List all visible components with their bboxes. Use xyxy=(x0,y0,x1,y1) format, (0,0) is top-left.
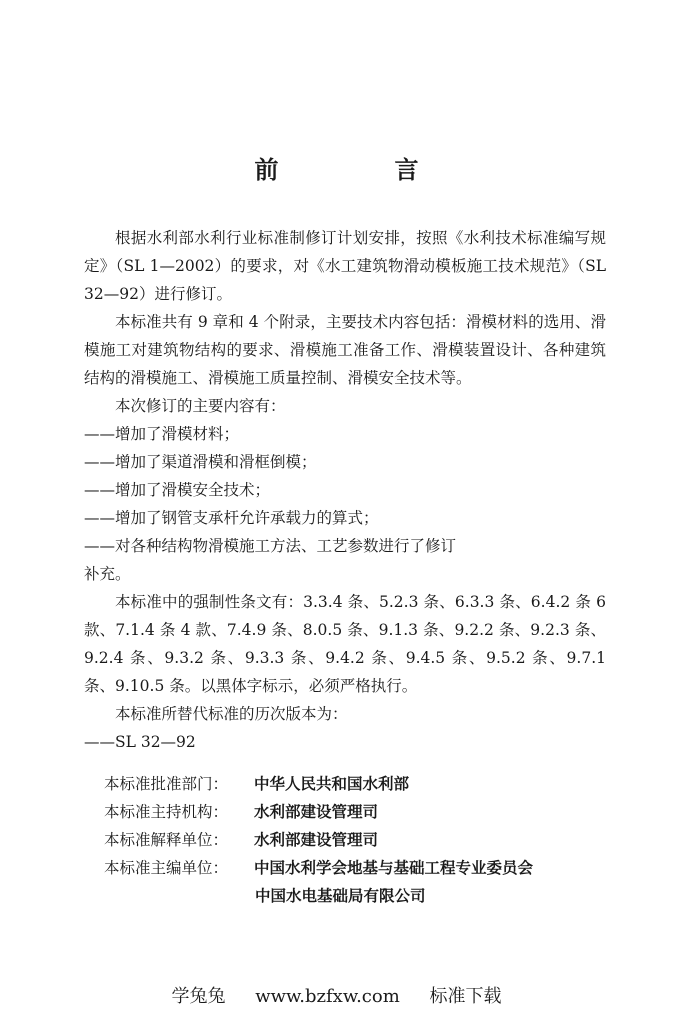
spacer xyxy=(84,756,606,770)
info-row-editor xyxy=(84,854,606,882)
footer-watermark xyxy=(0,982,673,1008)
info-value: 中国水利学会地基与基础工程专业委员会 xyxy=(254,859,534,877)
info-value: 中国水电基础局有限公司 xyxy=(255,887,426,905)
info-label: 本标准解释单位： xyxy=(104,831,229,849)
footer-slogan: 标准下载 xyxy=(429,986,502,1007)
info-row-interpreter xyxy=(84,826,606,854)
paragraph-replaced-versions: 本标准所替代标准的历次版本为： xyxy=(115,705,348,723)
list-item: ——增加了滑模安全技术； xyxy=(84,481,271,499)
list-item: ——增加了钢管支承杆允许承载力的算式； xyxy=(84,509,379,527)
list-item: ——SL 32—92 xyxy=(84,733,196,751)
paragraph-contents-summary: 本标准共有 9 章和 4 个附录，主要技术内容包括：滑模材料的选用、滑模施工对建筑物结构的要求、滑模施工准备工作、滑模装置设计、各种建筑结构的滑模施工、滑模施工质量控制、滑模安全技术等。 xyxy=(84,313,606,387)
list-item: ——增加了滑模材料； xyxy=(84,425,240,443)
list-item: ——增加了渠道滑模和滑框倒模； xyxy=(84,453,317,471)
list-item: ——对各种结构物滑模施工方法、工艺参数进行了修订 xyxy=(84,537,457,555)
list-item-continuation: 补充。 xyxy=(84,565,131,583)
page-title: 前 言 xyxy=(254,156,465,184)
footer-url: www.bzfxw.com xyxy=(255,986,400,1007)
paragraph-mandatory-clauses: 本标准中的强制性条文有：3.3.4 条、5.2.3 条、6.3.3 条、6.4.2 条 6 款、7.1.4 条 4 款、7.4.9 条、8.0.5 条、9.1.3 条、9.2.2 条、9.2.3 条、9.2.4 条、9.3.2 条、9.3.3 条、9.4.2 条、9.4.5 条、9.5.2 条、9.7.1 条、9.10.5 条。以黑体字标示，必须严格执行。 xyxy=(84,593,606,695)
info-row-host xyxy=(84,798,606,826)
paragraph-revision-intro: 本次修订的主要内容有： xyxy=(115,397,286,415)
info-value: 中华人民共和国水利部 xyxy=(254,775,410,793)
info-value: 水利部建设管理司 xyxy=(254,831,379,849)
info-label: 本标准批准部门： xyxy=(104,775,229,793)
info-value: 水利部建设管理司 xyxy=(254,803,379,821)
info-row-approver xyxy=(84,770,606,798)
preface-body xyxy=(84,224,606,910)
footer-site-name: 学兔兔 xyxy=(171,986,226,1007)
info-label: 本标准主编单位： xyxy=(104,859,229,877)
info-row-editor-continuation xyxy=(84,882,606,910)
paragraph-revision-basis: 根据水利部水利行业标准制修订计划安排，按照《水利技术标准编写规定》（SL 1—2002）的要求，对《水工建筑物滑动模板施工技术规范》（SL 32—92）进行修订。 xyxy=(84,229,606,303)
info-label: 本标准主持机构： xyxy=(104,803,229,821)
